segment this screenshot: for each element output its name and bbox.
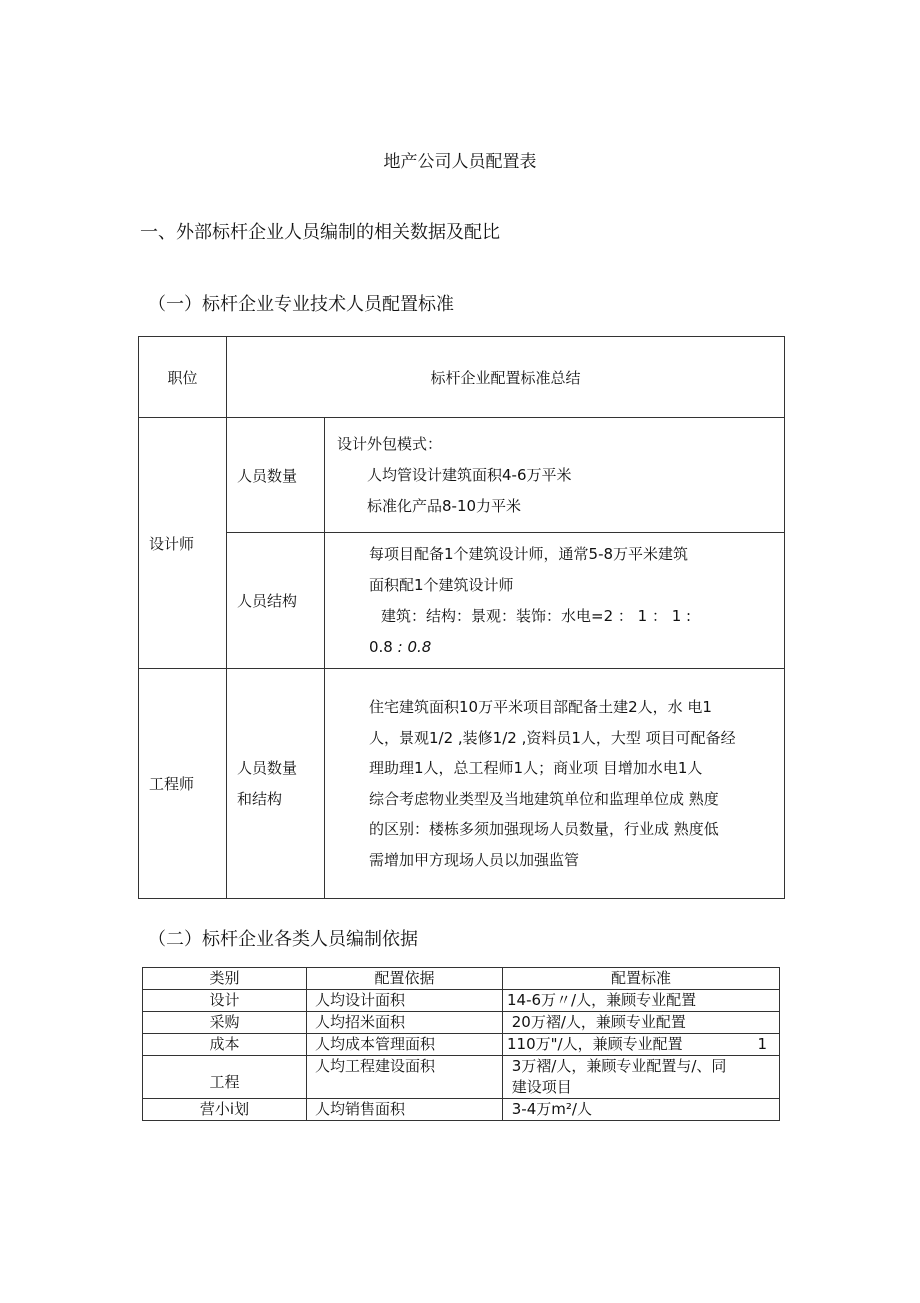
staffing-standard-table	[138, 336, 785, 899]
cell-standard	[503, 1056, 780, 1099]
subsection-heading-2: （二）标杆企业各类人员编制依据	[148, 929, 418, 950]
text-line	[369, 632, 784, 663]
header-position: 职位	[139, 337, 227, 418]
table-row	[143, 1012, 780, 1034]
cell-standard	[503, 1034, 780, 1056]
cell-standard: 20万褶/人，兼顾专业配置	[503, 1012, 780, 1034]
cell-basis: 人均工程建设面积	[307, 1056, 503, 1099]
designer-count-cell	[325, 418, 785, 533]
text-line: 的区别：楼栋多须加强现场人员数量，行业成 熟度低	[369, 820, 719, 838]
text-line: 需增加甲方现场人员以加强监管	[369, 850, 580, 869]
cell-category: 工程	[143, 1056, 307, 1099]
header-summary: 标杆企业配置标准总结	[227, 337, 785, 418]
table-row	[143, 1056, 780, 1099]
text-line: 住宅建筑面积10万平米项目部配备土建2人，水 电1	[369, 698, 712, 716]
cell-basis: 人均成本管理面积	[307, 1034, 503, 1056]
text-line: 每项目配备1个建筑设计师，通常5-8万平米建筑	[369, 544, 689, 563]
page-title: 地产公司人员配置表	[383, 152, 537, 172]
cell-category: 设计	[143, 990, 307, 1012]
label-structure: 人员结构	[227, 533, 325, 669]
text-line: 标准化产品8-10力平米	[367, 496, 522, 515]
header-basis: 配置依据	[307, 968, 503, 990]
text-line: 3万褶/人，兼顾专业配置与/、同	[507, 1057, 727, 1075]
table-row	[143, 1099, 780, 1121]
text-line: 理助理1人，总工程师1人；商业项 目增加水电1人	[369, 759, 703, 777]
cell-basis: 人均招米面积	[307, 1012, 503, 1034]
engineer-description-cell	[325, 669, 785, 899]
text-line: 设计外包模式：	[337, 434, 443, 453]
label-count: 人员数量	[227, 418, 325, 533]
cell-category: 采购	[143, 1012, 307, 1034]
label-count-structure	[227, 669, 325, 899]
section-heading: 一、外部标杆企业人员编制的相关数据及配比	[140, 222, 500, 243]
table-row	[139, 418, 785, 533]
cell-category: 成本	[143, 1034, 307, 1056]
stray-mark: 1	[757, 1035, 767, 1053]
text-line: 人均管设计建筑面积4-6万平米	[367, 465, 572, 484]
table-row	[143, 990, 780, 1012]
staffing-basis-table	[142, 967, 780, 1121]
table-header-row	[143, 968, 780, 990]
cell-basis: 人均设计面积	[307, 990, 503, 1012]
ratio-value: 0.8	[369, 637, 393, 656]
ratio-tail: : 0.8	[392, 637, 432, 656]
standard-text: 110万"/人，兼顾专业配置	[507, 1035, 683, 1053]
subsection-heading-1: （一）标杆企业专业技术人员配置标准	[148, 294, 454, 315]
table-row	[139, 669, 785, 899]
text-line: 人，景观1/2 ,装修1/2 ,资料员1人，大型 项目可配备经	[369, 728, 736, 747]
designer-structure-cell	[325, 533, 785, 669]
text-line: 面积配1个建筑设计师	[369, 575, 514, 594]
cell-standard: 3-4万m²/人	[503, 1099, 780, 1121]
text-line: 综合考虑物业类型及当地建筑单位和监理单位成 熟度	[369, 789, 719, 808]
table-row	[139, 533, 785, 669]
text-line: 和结构	[237, 789, 283, 808]
cell-standard: 14-6万〃/人，兼顾专业配置	[503, 990, 780, 1012]
text-line: 人员数量	[237, 758, 298, 777]
role-engineer: 工程师	[139, 669, 227, 899]
role-designer: 设计师	[139, 418, 227, 669]
table-row	[143, 1034, 780, 1056]
header-category: 类别	[143, 968, 307, 990]
header-standard: 配置标准	[503, 968, 780, 990]
cell-basis: 人均销售面积	[307, 1099, 503, 1121]
cell-category: 营小i划	[143, 1099, 307, 1121]
table-header-row	[139, 337, 785, 418]
text-line: 建筑：结构：景观：装饰：水电=2 ： 1 ： 1 :	[381, 606, 692, 625]
text-line: 建设项目	[507, 1078, 572, 1096]
